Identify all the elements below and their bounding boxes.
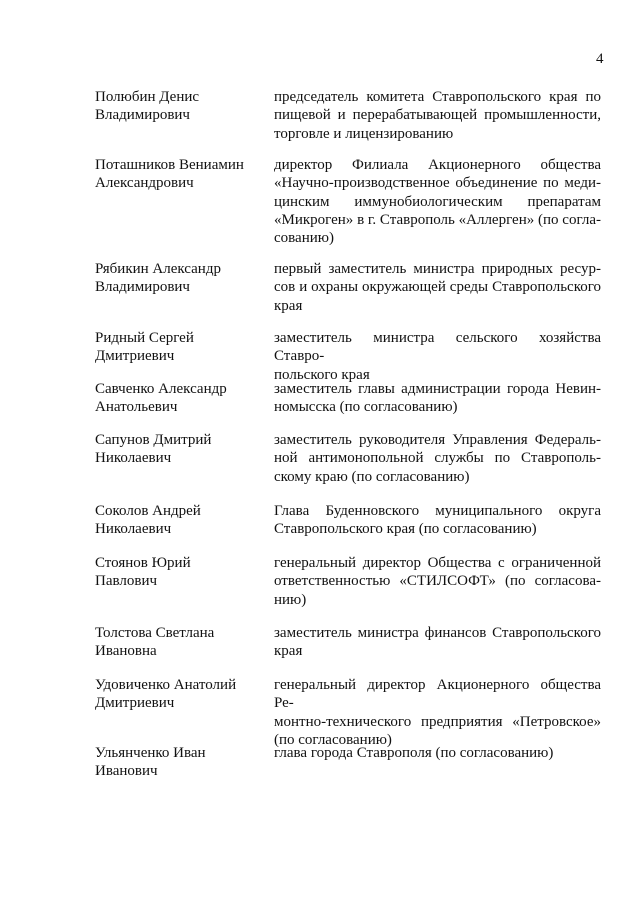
member-name (95, 744, 265, 781)
member-name (95, 554, 265, 591)
position-line: директор Филиала Акционерного общества (274, 157, 601, 173)
position-line: польского края (274, 366, 370, 383)
member-name (95, 329, 265, 366)
name-line: Иванович (95, 763, 158, 780)
member-name (95, 156, 265, 193)
name-line: Полюбин Денис (95, 89, 200, 105)
position-line: цинским иммунобиологическим препаратам (274, 193, 601, 210)
position-line: заместитель руководителя Управления Федераль- (274, 432, 601, 448)
name-line: Владимирович (95, 279, 190, 296)
name-line: Стоянов Юрий (95, 555, 191, 571)
page-number: 4 (596, 51, 604, 67)
name-line: Дмитриевич (95, 348, 175, 365)
position-line: края (274, 297, 303, 314)
name-line: Дмитриевич (95, 695, 175, 712)
name-line: Савченко Александр (95, 381, 227, 397)
member-position (274, 676, 601, 749)
name-line: Владимирович (95, 107, 190, 124)
name-line: Ульянченко Иван (95, 745, 206, 761)
position-line: номысска (по согласованию) (274, 399, 458, 416)
name-line: Соколов Андрей (95, 503, 201, 519)
position-line: Глава Буденновского муниципального округа (274, 503, 601, 519)
member-position (274, 156, 601, 247)
name-line: Рябикин Александр (95, 261, 221, 277)
name-line: Сапунов Дмитрий (95, 432, 212, 448)
name-line: Удовиченко Анатолий (95, 677, 237, 693)
name-line: Поташников Вениамин (95, 157, 244, 173)
member-name (95, 88, 265, 125)
member-name (95, 502, 265, 539)
name-line: Николаевич (95, 521, 172, 538)
member-position (274, 624, 601, 661)
name-line: Александрович (95, 175, 194, 192)
position-line: скому краю (по согласованию) (274, 468, 470, 485)
position-line: монтно-технического предприятия «Петровское» (274, 713, 601, 730)
position-line: «Микроген» в г. Ставрополь «Аллерген» (по согла- (274, 211, 601, 228)
member-position (274, 380, 601, 417)
position-line: заместитель министра сельского хозяйства Ставро- (274, 330, 601, 365)
position-line: ответственностью «СТИЛСОФТ» (по согласова- (274, 573, 601, 590)
position-line: председатель комитета Ставропольского края по (274, 89, 601, 105)
name-line: Павлович (95, 573, 158, 590)
position-line: края (274, 643, 303, 660)
name-line: Ивановна (95, 643, 157, 660)
position-line: нию) (274, 591, 307, 608)
member-name (95, 380, 265, 417)
position-line: генеральный директор Общества с ограниченной (274, 555, 601, 571)
name-line: Анатольевич (95, 399, 178, 416)
position-line: глава города Ставрополя (по согласованию) (274, 745, 554, 761)
member-position (274, 431, 601, 486)
position-line: генеральный директор Акционерного общества Ре- (274, 677, 601, 712)
position-line: «Научно-производственное объединение по меди- (274, 175, 601, 192)
member-name (95, 624, 265, 661)
position-line: (по согласованию) (274, 731, 392, 748)
member-position (274, 502, 601, 539)
position-line: заместитель главы администрации города Невин- (274, 381, 601, 397)
member-name (95, 431, 265, 468)
member-position (274, 329, 601, 384)
member-position (274, 260, 601, 315)
position-line: торговле и лицензированию (274, 125, 454, 142)
member-position (274, 88, 601, 143)
position-line: пищевой и перерабатывающей промышленности, (274, 107, 601, 124)
position-line: сов и охраны окружающей среды Ставропольского (274, 279, 601, 296)
position-line: заместитель министра финансов Ставропольского (274, 625, 601, 641)
name-line: Николаевич (95, 450, 172, 467)
position-line: ной антимонопольной службы по Ставрополь- (274, 450, 601, 467)
position-line: Ставропольского края (по согласованию) (274, 521, 537, 538)
member-name (95, 260, 265, 297)
position-line: сованию) (274, 230, 334, 247)
name-line: Ридный Сергей (95, 330, 194, 346)
member-name (95, 676, 265, 713)
member-position (274, 554, 601, 609)
name-line: Толстова Светлана (95, 625, 215, 641)
position-line: первый заместитель министра природных ресур- (274, 261, 601, 277)
member-position (274, 744, 601, 762)
